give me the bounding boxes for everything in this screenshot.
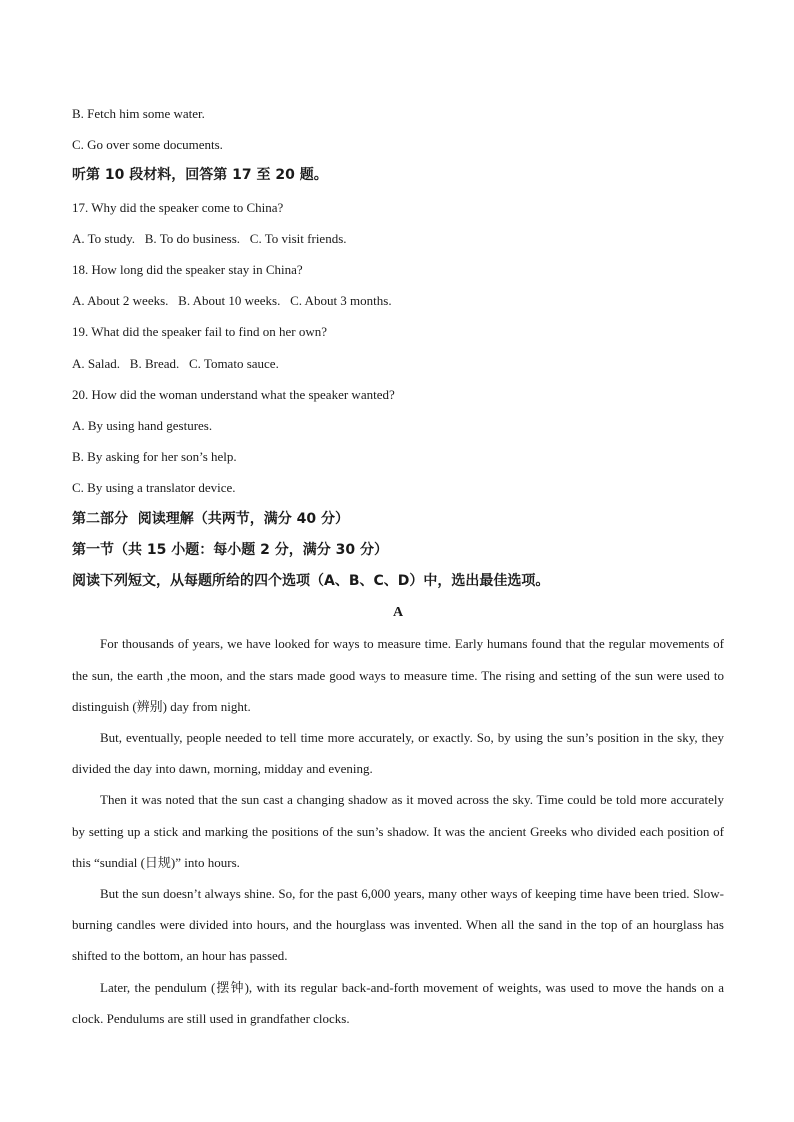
section-one-heading: 第一节（共 15 小题：每小题 2 分，满分 30 分） bbox=[72, 541, 388, 558]
passage-title: A bbox=[392, 605, 404, 621]
passage-paragraph: But the sun doesn’t always shine. So, for the past 6,000 years, many other ways of keeping time have been tried. Slow-burning candles were divided into hours, and the hourglass was invented. When all the sand in the top of an hourglass has shifted to the bottom, an hour has passed. bbox=[72, 886, 724, 964]
question-17-options: A. To study. B. To do business. C. To visit friends. bbox=[72, 230, 347, 246]
question-19-options: A. Salad. B. Bread. C. Tomato sauce. bbox=[72, 355, 279, 371]
part-two-heading: 第二部分 阅读理解（共两节，满分 40 分） bbox=[72, 510, 349, 527]
section-10-heading: 听第 10 段材料，回答第 17 至 20 题。 bbox=[72, 167, 328, 184]
passage-paragraph: Later, the pendulum (摆钟), with its regular back-and-forth movement of weights, was used to move the hands on a clock. Pendulums are still used in grandfather clocks. bbox=[72, 979, 724, 1026]
question-20-option-c: C. By using a translator device. bbox=[72, 480, 236, 496]
question-17: 17. Why did the speaker come to China? bbox=[72, 199, 284, 215]
question-20-option-b: B. By asking for her son’s help. bbox=[72, 449, 237, 465]
document-page bbox=[72, 98, 724, 1034]
question-20: 20. How did the woman understand what the speaker wanted? bbox=[72, 386, 395, 402]
question-18: 18. How long did the speaker stay in China? bbox=[72, 262, 303, 278]
option-line: C. Go over some documents. bbox=[72, 137, 223, 153]
question-19: 19. What did the speaker fail to find on her own? bbox=[72, 324, 327, 340]
passage-paragraph: Then it was noted that the sun cast a changing shadow as it moved across the sky. Time could be told more accurately by setting up a stick and marking the positions of the sun’s shadow. It was the ancient Greeks who divided each position of this “sundial (日规)” into hours. bbox=[72, 792, 724, 870]
question-20-option-a: A. By using hand gestures. bbox=[72, 418, 213, 434]
reading-instruction: 阅读下列短文，从每题所给的四个选项（A、B、C、D）中，选出最佳选项。 bbox=[72, 573, 550, 590]
option-line: B. Fetch him some water. bbox=[72, 106, 205, 121]
passage-paragraph: For thousands of years, we have looked for ways to measure time. Early humans found that the regular movements of the sun, the earth ,the moon, and the stars made good ways to measure time. The rising and setting of the sun were used to distinguish (辨别) day from night. bbox=[72, 636, 724, 714]
question-18-options: A. About 2 weeks. B. About 10 weeks. C. About 3 months. bbox=[72, 293, 392, 309]
passage-paragraph: But, eventually, people needed to tell time more accurately, or exactly. So, by using the sun’s position in the sky, they divided the day into dawn, morning, midday and evening. bbox=[72, 730, 724, 777]
